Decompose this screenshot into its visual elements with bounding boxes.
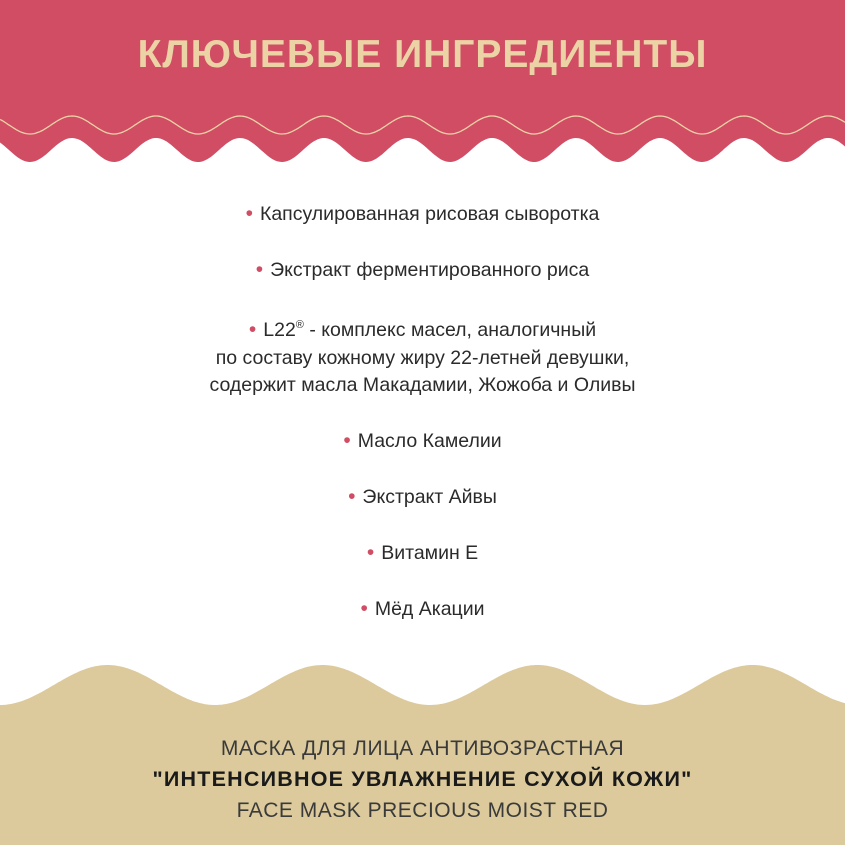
bullet-icon: • bbox=[366, 541, 375, 564]
list-item bbox=[0, 312, 845, 400]
list-item-text: Экстракт Айвы bbox=[362, 486, 497, 508]
list-item bbox=[0, 595, 845, 624]
list-item-line: содержит масла Макадамии, Жожоба и Оливы bbox=[209, 374, 636, 396]
list-item-text: L22 bbox=[263, 319, 296, 341]
list-item-text: - комплекс масел, аналогичный bbox=[309, 319, 597, 341]
product-name-line-3: FACE MASK PRECIOUS MOIST RED bbox=[236, 799, 609, 822]
list-item bbox=[0, 483, 845, 512]
product-name bbox=[0, 733, 845, 826]
list-item bbox=[0, 427, 845, 456]
list-item-line bbox=[0, 312, 845, 345]
list-item bbox=[0, 200, 845, 229]
bullet-icon: • bbox=[360, 597, 368, 620]
list-item bbox=[0, 539, 845, 568]
list-item-text: Витамин Е bbox=[381, 542, 479, 564]
list-item-line bbox=[0, 256, 845, 285]
bullet-icon: • bbox=[248, 318, 257, 341]
header-wave-fill bbox=[0, 0, 845, 162]
list-item-text: Мёд Акации bbox=[374, 598, 485, 620]
list-item-text: Капсулированная рисовая сыворотка bbox=[259, 203, 600, 225]
list-item-text: Масло Камелии bbox=[357, 430, 502, 452]
bullet-icon: • bbox=[255, 258, 264, 281]
list-item-line bbox=[0, 200, 845, 229]
header-title: КЛЮЧЕВЫЕ ИНГРЕДИЕНТЫ bbox=[137, 33, 708, 76]
list-item-line bbox=[0, 483, 845, 512]
bullet-icon: • bbox=[245, 202, 253, 225]
list-item-line bbox=[0, 595, 845, 624]
list-item-line: по составу кожному жиру 22-летней девушки, bbox=[215, 346, 630, 369]
list-item bbox=[0, 256, 845, 285]
header-wave-shape bbox=[0, 0, 845, 175]
bullet-icon: • bbox=[348, 485, 356, 508]
list-item-line bbox=[0, 539, 845, 568]
bullet-icon: • bbox=[343, 429, 351, 452]
list-item-text: Экстракт ферментированного риса bbox=[270, 259, 590, 281]
product-name-line-1: МАСКА ДЛЯ ЛИЦА АНТИВОЗРАСТНАЯ bbox=[220, 737, 625, 760]
header-band bbox=[0, 0, 845, 175]
registered-mark: ® bbox=[295, 319, 304, 331]
list-item-line bbox=[0, 427, 845, 456]
product-name-line-2: "ИНТЕНСИВНОЕ УВЛАЖНЕНИЕ СУХОЙ КОЖИ" bbox=[152, 767, 693, 791]
ingredient-list bbox=[0, 200, 845, 651]
